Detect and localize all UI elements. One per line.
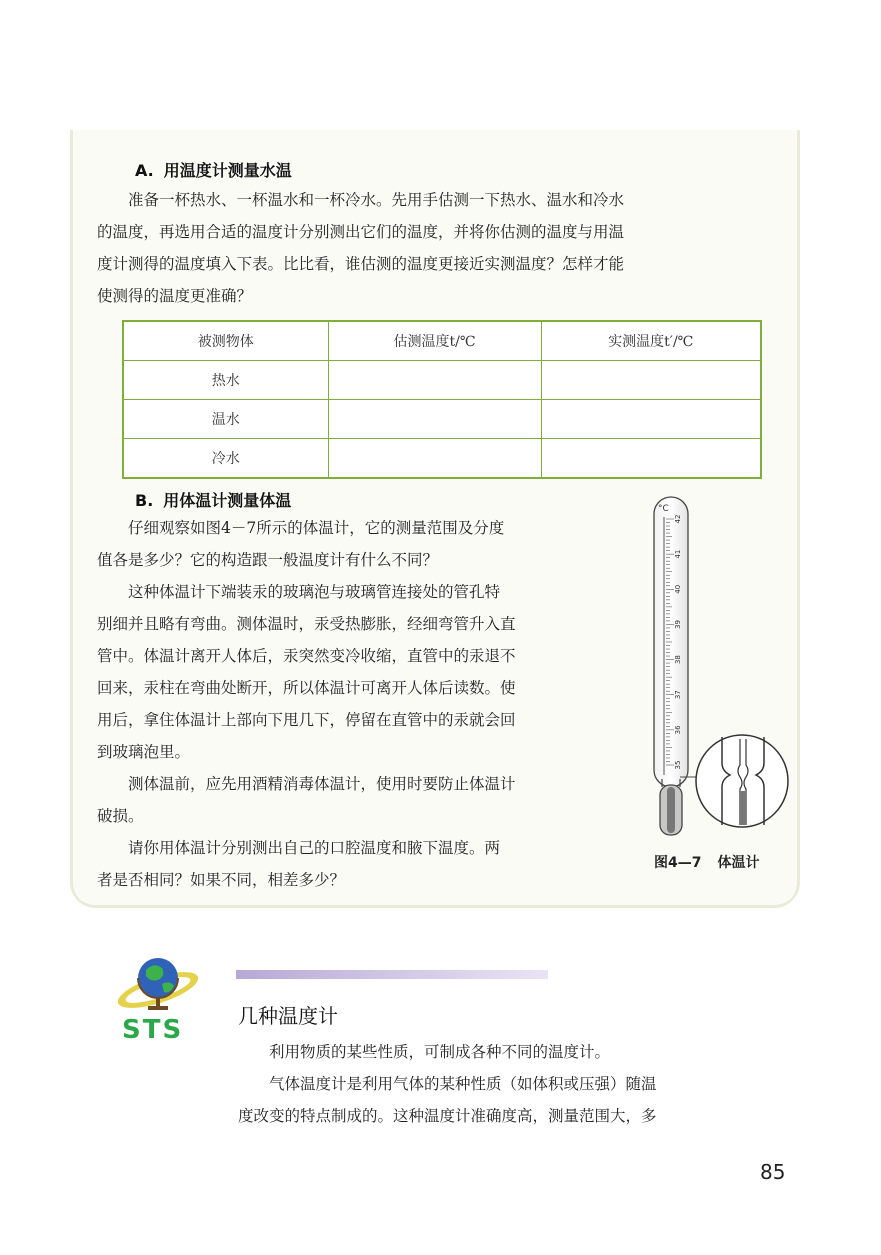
- text-line: 度计测得的温度填入下表。比比看，谁估测的温度更接近实测温度？怎样才能: [97, 255, 625, 273]
- table-cell: [328, 361, 541, 400]
- section-divider: [236, 970, 548, 979]
- text-line: 这种体温计下端装汞的玻璃泡与玻璃管连接处的管孔特: [128, 583, 501, 601]
- sts-logo-text: STS: [122, 1015, 184, 1045]
- text-line: 值各是多少？它的构造跟一般温度计有什么不同？: [97, 551, 439, 569]
- scale-label: 35: [674, 760, 682, 770]
- section-b-paragraph: [97, 512, 627, 896]
- sts-paragraph: [238, 1036, 778, 1132]
- text-line: 回来，汞柱在弯曲处断开，所以体温计可离开人体后读数。使: [97, 679, 516, 697]
- text-line: 准备一杯热水、一杯温水和一杯冷水。先用手估测一下热水、温水和冷水: [128, 191, 625, 209]
- table-cell: [541, 400, 761, 439]
- section-b-title: 用体温计测量体温: [163, 491, 292, 510]
- scale-label: 40: [674, 584, 682, 594]
- table-cell: 温水: [123, 400, 328, 439]
- caption-text: 体温计: [717, 855, 760, 871]
- table-cell: [328, 439, 541, 479]
- table-cell: [328, 400, 541, 439]
- text-line: 用后，拿住体温计上部向下甩几下，停留在直管中的汞就会回: [97, 711, 516, 729]
- section-a-paragraph: [97, 184, 777, 312]
- table-cell: [541, 439, 761, 479]
- text-line: 气体温度计是利用气体的某种性质（如体积或压强）随温: [269, 1075, 657, 1093]
- table-cell: 热水: [123, 361, 328, 400]
- clinical-thermometer-figure: [640, 495, 800, 840]
- page-number: 85: [760, 1160, 786, 1184]
- figure-caption: [654, 852, 759, 872]
- text-line: 破损。: [97, 807, 144, 825]
- table-header: 估测温度t/℃: [328, 321, 541, 361]
- globe-icon: [112, 950, 202, 1016]
- section-a-title: 用温度计测量水温: [163, 161, 292, 180]
- scale-label: 42: [674, 514, 682, 524]
- text-line: 度改变的特点制成的。这种温度计准确度高，测量范围大，多: [238, 1107, 657, 1125]
- sts-title: 几种温度计: [238, 1004, 338, 1028]
- text-line: 的温度，再选用合适的温度计分别测出它们的温度，并将你估测的温度与用温: [97, 223, 625, 241]
- text-line: 别细并且略有弯曲。测体温时，汞受热膨胀，经细弯管升入直: [97, 615, 516, 633]
- scale-label: 39: [674, 619, 682, 629]
- table-row: [123, 439, 761, 479]
- table-cell: 冷水: [123, 439, 328, 479]
- text-line: 测体温前，应先用酒精消毒体温计，使用时要防止体温计: [128, 775, 516, 793]
- temperature-table: [122, 320, 762, 479]
- text-line: 管中。体温计离开人体后，汞突然变冷收缩，直管中的汞退不: [97, 647, 516, 665]
- scale-label: 41: [674, 549, 682, 559]
- caption-number: 图4—7: [654, 855, 702, 871]
- text-line: 者是否相同？如果不同，相差多少？: [97, 871, 346, 889]
- mercury-column: [667, 787, 675, 833]
- table-header-row: [123, 321, 761, 361]
- table-header: 被测物体: [123, 321, 328, 361]
- section-a-label: A.: [135, 161, 154, 180]
- table-header: 实测温度t′/℃: [541, 321, 761, 361]
- unit-label: °C: [658, 504, 669, 514]
- scale-label: 38: [674, 655, 682, 665]
- table-cell: [541, 361, 761, 400]
- scale-label: 36: [674, 725, 682, 735]
- table-row: [123, 361, 761, 400]
- text-line: 请你用体温计分别测出自己的口腔温度和腋下温度。两: [128, 839, 501, 857]
- text-line: 仔细观察如图4－7所示的体温计，它的测量范围及分度: [128, 519, 505, 537]
- magnified-mercury: [740, 791, 746, 825]
- section-b-heading: [135, 488, 291, 511]
- text-line: 使测得的温度更准确？: [97, 287, 253, 305]
- section-a-heading: [135, 158, 292, 181]
- text-line: 利用物质的某些性质，可制成各种不同的温度计。: [269, 1043, 611, 1061]
- table-row: [123, 400, 761, 439]
- scale-label: 37: [674, 690, 682, 700]
- section-b-label: B.: [135, 491, 154, 510]
- text-line: 到玻璃泡里。: [97, 743, 191, 761]
